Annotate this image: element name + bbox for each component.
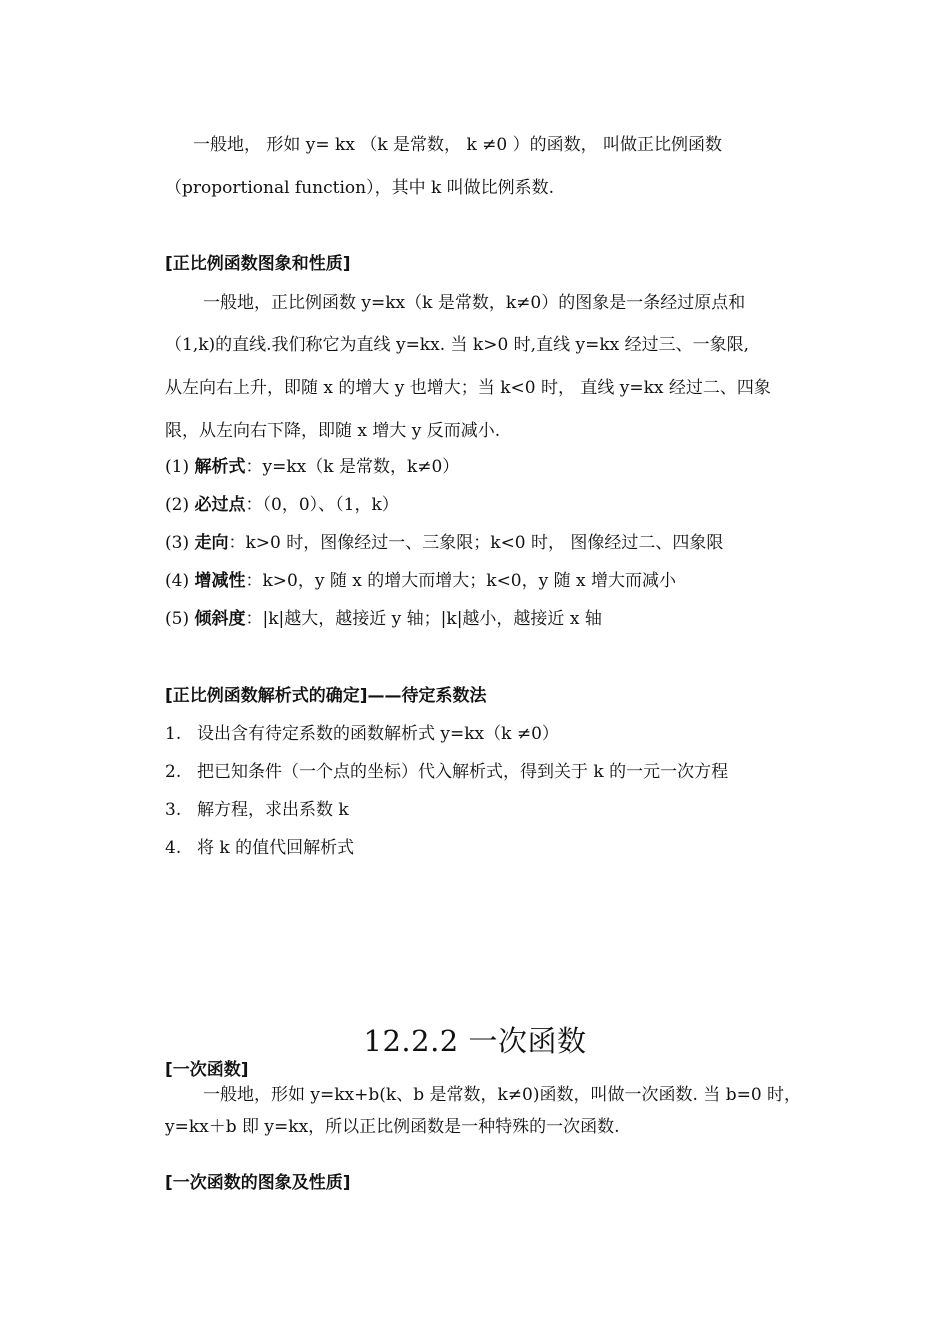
item-label: 解析式	[194, 457, 246, 477]
step-number: 4.	[165, 838, 182, 858]
step-number: 2.	[165, 762, 182, 782]
item-number: (5)	[165, 609, 190, 629]
section2-heading: [正比例函数解析式的确定]——待定系数法	[165, 686, 487, 706]
step-item	[165, 799, 349, 821]
item-number: (3)	[165, 533, 190, 553]
property-item	[165, 608, 602, 630]
item-label: 增减性	[194, 571, 246, 591]
item-number: (4)	[165, 571, 190, 591]
item-text: ：k>0，y 随 x 的增大而增大；k<0，y 随 x 增大而减小	[245, 571, 677, 591]
step-item	[165, 761, 728, 783]
item-label: 走向	[194, 533, 229, 553]
item-number: (2)	[165, 495, 190, 515]
intro-line-1: 一般地， 形如 y= kx （k 是常数， k ≠0 ）的函数， 叫做正比例函数	[193, 135, 723, 155]
property-item	[165, 456, 459, 478]
section1-para-line: （1,k)的直线.我们称它为直线 y=kx. 当 k>0 时,直线 y=kx 经过三、一象限,	[165, 335, 750, 355]
step-text: 把已知条件（一个点的坐标）代入解析式，得到关于 k 的一元一次方程	[197, 762, 729, 782]
section1-heading: [正比例函数图象和性质]	[165, 254, 351, 274]
chapter-title: 12.2.2 一次函数	[363, 1024, 587, 1058]
step-item	[165, 837, 354, 859]
step-number: 1.	[165, 724, 182, 744]
item-text: ：（0，0）、（1，k）	[245, 495, 399, 515]
step-item	[165, 723, 559, 745]
chapter-heading-2: [一次函数的图象及性质]	[165, 1173, 351, 1193]
chapter-heading-1: [一次函数]	[165, 1060, 249, 1080]
item-text: ：y=kx（k 是常数，k≠0）	[245, 457, 460, 477]
step-text: 设出含有待定系数的函数解析式 y=kx（k ≠0）	[197, 724, 559, 744]
section1-para-line: 一般地，正比例函数 y=kx（k 是常数，k≠0）的图象是一条经过原点和	[203, 293, 746, 313]
item-text: ：k>0 时，图像经过一、三象限；k<0 时， 图像经过二、四象限	[228, 533, 724, 553]
property-item	[165, 494, 399, 516]
item-text: ：|k|越大，越接近 y 轴；|k|越小，越接近 x 轴	[245, 609, 602, 629]
chapter-para-line: 一般地，形如 y=kx+b(k、b 是常数，k≠0)函数，叫做一次函数. 当 b=0 时，	[203, 1085, 802, 1105]
property-item	[165, 532, 723, 554]
item-label: 必过点	[194, 495, 246, 515]
step-text: 解方程，求出系数 k	[197, 800, 349, 820]
property-item	[165, 570, 676, 592]
intro-line-2: （proportional function），其中 k 叫做比例系数.	[165, 178, 555, 198]
step-number: 3.	[165, 800, 182, 820]
step-text: 将 k 的值代回解析式	[197, 838, 355, 858]
chapter-para-line: y=kx＋b 即 y=kx，所以正比例函数是一种特殊的一次函数.	[165, 1117, 620, 1137]
section1-para-line: 限，从左向右下降，即随 x 增大 y 反而减小.	[165, 421, 501, 441]
item-label: 倾斜度	[194, 609, 246, 629]
item-number: (1)	[165, 457, 190, 477]
section1-para-line: 从左向右上升，即随 x 的增大 y 也增大；当 k<0 时， 直线 y=kx 经过二、四象	[165, 378, 771, 398]
